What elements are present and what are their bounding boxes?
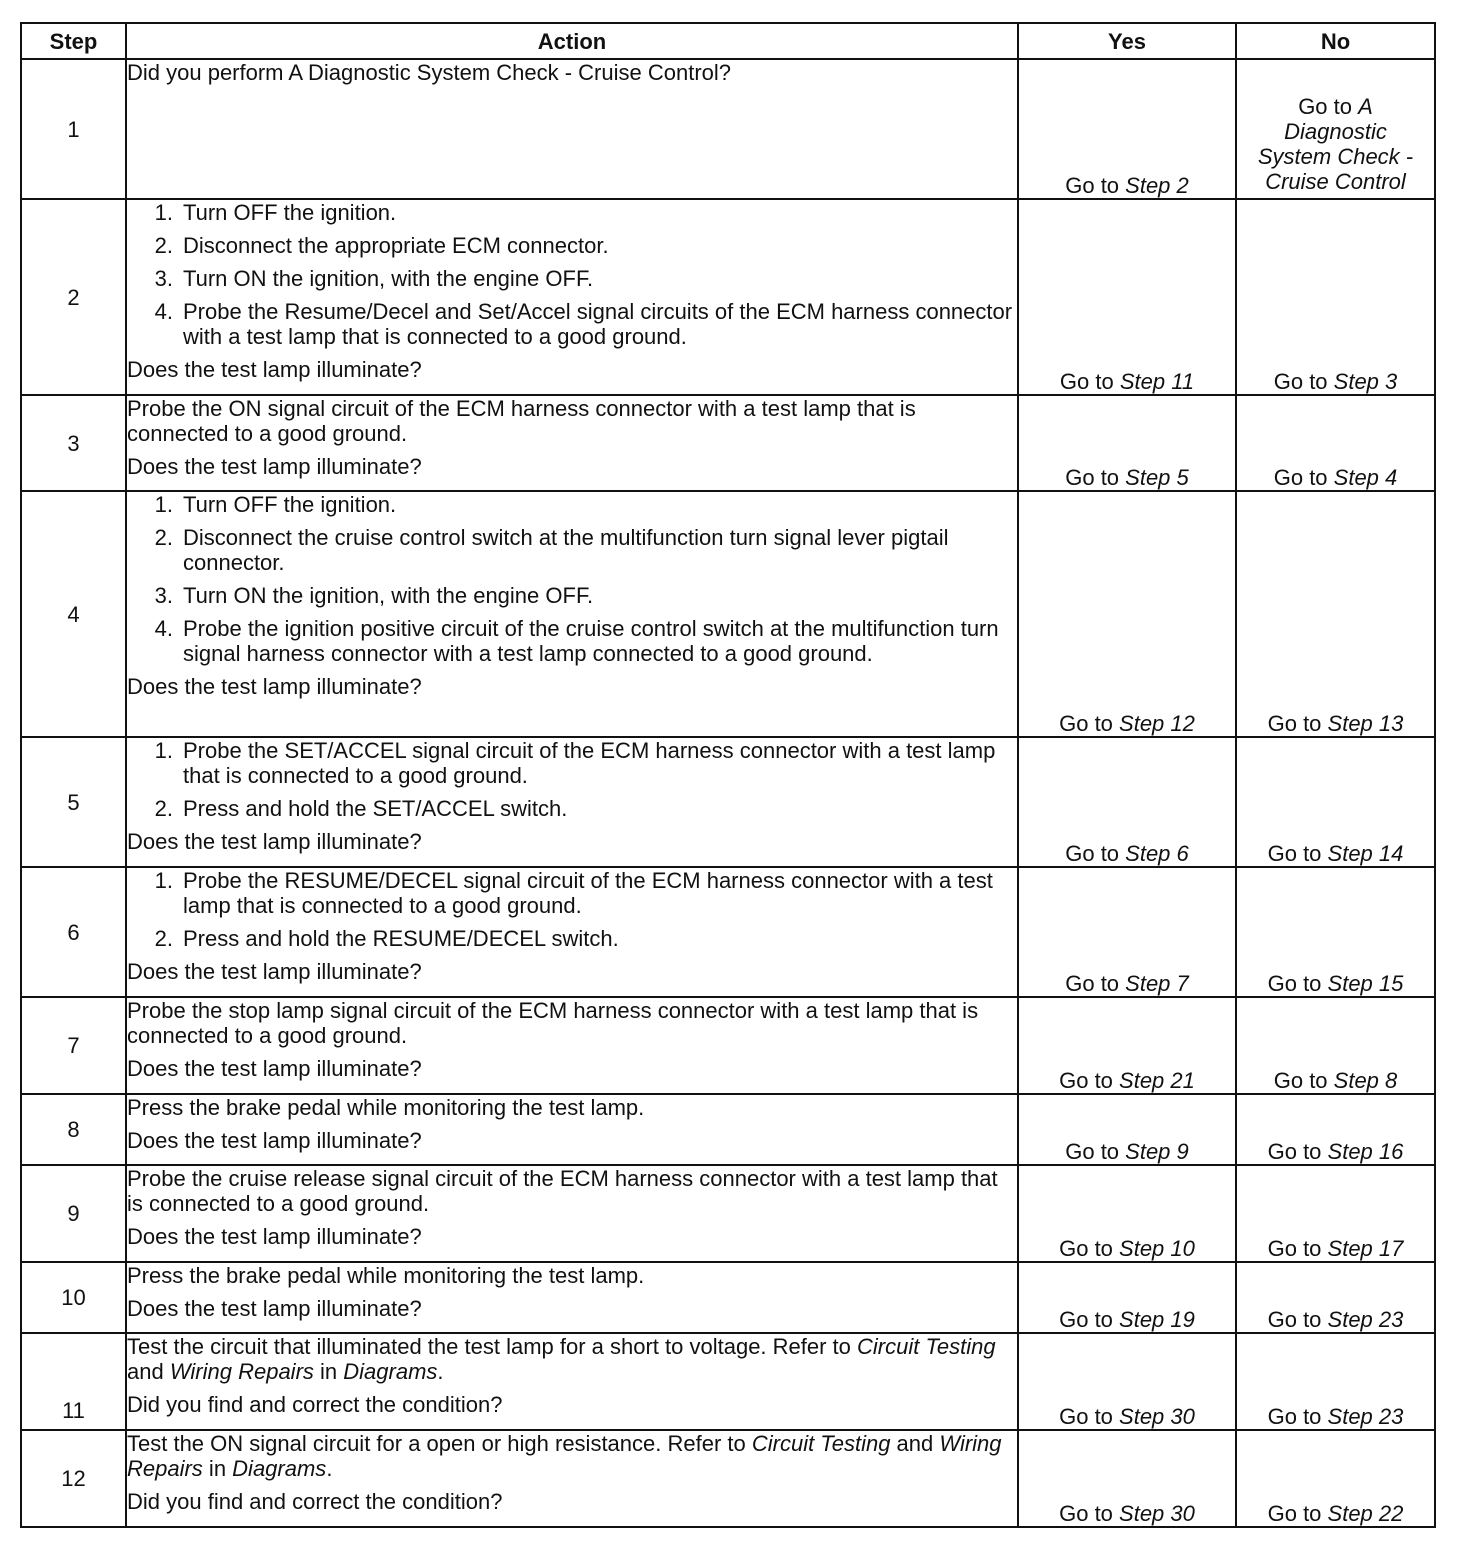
step-number: 2 [21,199,126,395]
step-number: 1 [21,59,126,199]
table-row [21,199,1435,395]
yes-target: Step 10 [1119,1236,1195,1261]
yes-prefix: Go to [1065,173,1126,198]
yes-target: Step 6 [1125,841,1189,866]
no-target: A Diagnostic System Check - Cruise Control [1257,94,1414,194]
action-question: Did you find and correct the condition? [127,1489,503,1514]
header-step: Step [21,23,126,59]
ref-diagrams: Diagrams [343,1359,438,1384]
action-question: Does the test lamp illuminate? [127,1056,422,1081]
no-target: Step 3 [1333,369,1398,394]
action-question: Does the test lamp illuminate? [127,1128,422,1153]
action-cell [126,1430,1018,1527]
step-number: 4 [21,491,126,737]
action-cell [126,59,1018,199]
yes-target: Step 2 [1125,173,1189,198]
action-cell [126,1262,1018,1333]
ref-circuit-testing: Circuit Testing [857,1334,996,1359]
table-row [21,1333,1435,1430]
action-cell [126,737,1018,867]
yes-target: Step 12 [1119,711,1195,736]
no-cell: Go to Step 23 [1236,1333,1435,1430]
yes-cell: Go to Step 12 [1018,491,1236,737]
action-list [127,492,1017,666]
step-number: 7 [21,997,126,1094]
list-item: 2. Disconnect the cruise control switch at the multifunction turn signal lever pigtail connector. [154,525,949,575]
no-target: Step 14 [1327,841,1404,866]
header-yes: Yes [1018,23,1236,59]
yes-cell: Go to Step 10 [1018,1165,1236,1262]
no-target: Step 22 [1327,1501,1404,1526]
step-number: 5 [21,737,126,867]
no-cell: Go to Step 13 [1236,491,1435,737]
step-number: 11 [21,1333,126,1430]
step-number: 9 [21,1165,126,1262]
action-list [127,200,1017,349]
list-item: 4. Probe the Resume/Decel and Set/Accel signal circuits of the ECM harness connector with a test lamp that is connected to a good ground. [154,299,1013,349]
action-cell [126,1094,1018,1165]
list-item: 2. Press and hold the RESUME/DECEL switch. [154,926,619,951]
ref-circuit-testing: Circuit Testing [751,1431,891,1456]
no-cell: Go to Step 16 [1236,1094,1435,1165]
table-row [21,867,1435,997]
action-text: Press the brake pedal while monitoring the test lamp. [127,1263,645,1288]
action-cell [126,997,1018,1094]
action-question: Does the test lamp illuminate? [127,674,422,699]
no-target: Step 13 [1327,711,1404,736]
list-item: 2. Press and hold the SET/ACCEL switch. [154,796,568,821]
yes-cell: Go to Step 21 [1018,997,1236,1094]
no-target: Step 23 [1327,1404,1404,1429]
table-row [21,59,1435,199]
ref-diagrams: Diagrams [232,1456,327,1481]
no-target: Step 15 [1327,971,1404,996]
table-row [21,997,1435,1094]
no-cell: Go to Step 22 [1236,1430,1435,1527]
action-question: Does the test lamp illuminate? [127,454,422,479]
action-cell [126,491,1018,737]
table-row [21,395,1435,491]
action-question: Does the test lamp illuminate? [127,959,422,984]
yes-target: Step 30 [1119,1404,1195,1429]
no-cell: Go to Step 4 [1236,395,1435,491]
yes-cell: Go to Step 5 [1018,395,1236,491]
no-cell: Go to Step 15 [1236,867,1435,997]
action-cell [126,867,1018,997]
list-item: 2. Disconnect the appropriate ECM connector. [154,233,609,258]
no-prefix: Go to [1298,94,1359,119]
table-row [21,1094,1435,1165]
list-item: 3. Turn ON the ignition, with the engine OFF. [154,266,594,291]
yes-target: Step 9 [1125,1139,1189,1164]
yes-target: Step 11 [1119,369,1195,394]
yes-target: Step 5 [1125,465,1189,490]
action-list [127,868,1017,951]
action-list [127,738,1017,821]
yes-cell: Go to Step 7 [1018,867,1236,997]
no-cell: Go to Step 17 [1236,1165,1435,1262]
diagnostic-table [20,22,1436,1528]
action-cell [126,1333,1018,1430]
no-cell: Go to Step 8 [1236,997,1435,1094]
yes-cell: Go to Step 9 [1018,1094,1236,1165]
yes-cell: Go to Step 30 [1018,1430,1236,1527]
action-text: Test the ON signal circuit for a open or high resistance. Refer to Circuit Testing and Wiring Repairs in Diagrams. [127,1431,1002,1481]
list-item: 3. Turn ON the ignition, with the engine OFF. [154,583,594,608]
table-row [21,1165,1435,1262]
action-text: Did you perform A Diagnostic System Check - Cruise Control? [127,60,732,85]
list-item: 1. Turn OFF the ignition. [154,200,397,225]
list-item: 4. Probe the ignition positive circuit of the cruise control switch at the multifunction turn signal harness connector with a test lamp connected to a good ground. [154,616,999,666]
yes-target: Step 21 [1119,1068,1195,1093]
step-number: 10 [21,1262,126,1333]
header-no: No [1236,23,1435,59]
action-text: Probe the cruise release signal circuit of the ECM harness connector with a test lamp that is connected to a good ground. [127,1166,998,1216]
yes-target: Step 7 [1125,971,1189,996]
table-row [21,491,1435,737]
action-text: Probe the stop lamp signal circuit of the ECM harness connector with a test lamp that is connected to a good ground. [127,998,979,1048]
action-text: Press the brake pedal while monitoring the test lamp. [127,1095,645,1120]
no-cell: Go to Step 3 [1236,199,1435,395]
no-target: Step 16 [1327,1139,1404,1164]
table-row [21,737,1435,867]
step-number: 8 [21,1094,126,1165]
action-question: Did you find and correct the condition? [127,1392,503,1417]
action-text: Test the circuit that illuminated the test lamp for a short to voltage. Refer to Circuit Testing and Wiring Repairs in Diagrams. [127,1334,996,1384]
action-cell [126,395,1018,491]
list-item: 1. Probe the SET/ACCEL signal circuit of the ECM harness connector with a test lamp that is connected to a good ground. [154,738,996,788]
no-cell: Go to Step 14 [1236,737,1435,867]
yes-cell: Go to Step 30 [1018,1333,1236,1430]
ref-wiring-repairs: Wiring Repairs [127,1431,1002,1481]
yes-cell [1018,59,1236,199]
table-row [21,1430,1435,1527]
action-question: Does the test lamp illuminate? [127,1224,422,1249]
no-target: Step 4 [1333,465,1398,490]
yes-target: Step 30 [1119,1501,1195,1526]
yes-cell: Go to Step 19 [1018,1262,1236,1333]
list-item: 1. Turn OFF the ignition. [154,492,397,517]
step-number: 12 [21,1430,126,1527]
yes-cell: Go to Step 6 [1018,737,1236,867]
action-question: Does the test lamp illuminate? [127,357,422,382]
step-number: 3 [21,395,126,491]
yes-cell: Go to Step 11 [1018,199,1236,395]
action-question: Does the test lamp illuminate? [127,829,422,854]
yes-target: Step 19 [1119,1307,1195,1332]
no-cell: Go to Step 23 [1236,1262,1435,1333]
step-number: 6 [21,867,126,997]
table-row [21,1262,1435,1333]
action-question: Does the test lamp illuminate? [127,1296,422,1321]
action-cell [126,199,1018,395]
no-cell [1236,59,1435,199]
no-target: Step 8 [1333,1068,1398,1093]
ref-wiring-repairs: Wiring Repairs [169,1359,314,1384]
list-item: 1. Probe the RESUME/DECEL signal circuit of the ECM harness connector with a test lamp that is connected to a good ground. [154,868,993,918]
action-cell [126,1165,1018,1262]
no-target: Step 17 [1327,1236,1404,1261]
header-action: Action [126,23,1018,59]
header-row [21,23,1435,59]
action-text: Probe the ON signal circuit of the ECM harness connector with a test lamp that is connected to a good ground. [127,396,916,446]
no-target: Step 23 [1327,1307,1404,1332]
